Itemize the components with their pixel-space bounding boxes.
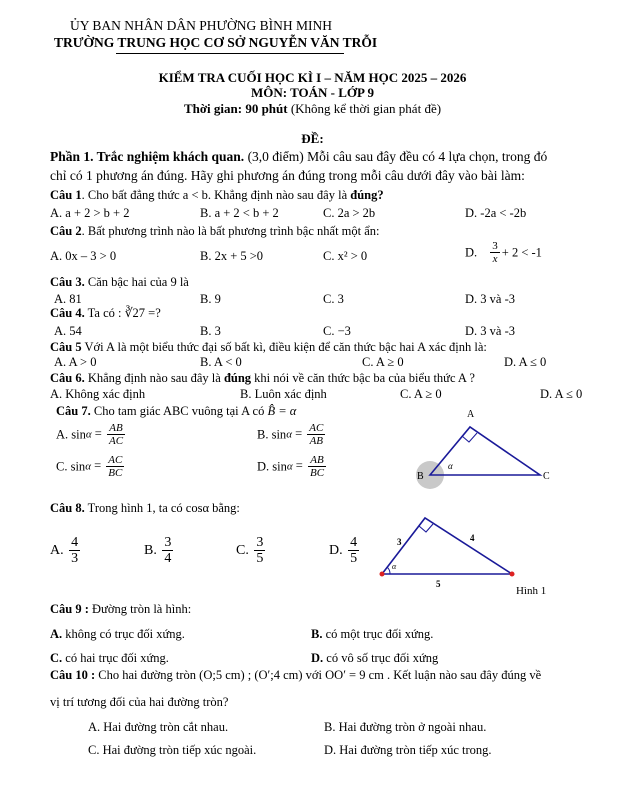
- q7-triangle-figure: [410, 405, 560, 495]
- q8-opt-c: [236, 535, 267, 567]
- q9-d-label: D.: [311, 651, 324, 665]
- q8-stem: [50, 501, 240, 515]
- q5-opt-a: A. A > 0: [54, 355, 97, 369]
- q8-b-frac: [162, 535, 173, 567]
- q4-opt-a: A. 54: [54, 324, 82, 338]
- q8-triangle-figure: [370, 505, 560, 600]
- q7-b-alpha: α: [286, 428, 292, 441]
- q9-d-text: có vô số trục đối xứng: [323, 651, 439, 665]
- q9-b-text: có một trục đối xứng.: [322, 627, 434, 641]
- q1-num: Câu 1: [50, 188, 82, 202]
- q10-stem: [50, 668, 541, 682]
- q2-num: Câu 2: [50, 224, 82, 238]
- q8-b-num: 3: [164, 535, 172, 550]
- q3-text: Căn bậc hai của 9 là: [84, 275, 189, 289]
- q7-a-label: A. sin: [56, 427, 86, 442]
- q7-c-alpha: α: [85, 460, 91, 473]
- q8-c-den: 5: [256, 551, 264, 567]
- q8-a-den: 3: [71, 551, 79, 567]
- q2-text: . Bất phương trình nào là bất phương trình bậc nhất một ẩn:: [81, 224, 380, 238]
- q8-c-frac: [254, 535, 265, 567]
- q7-c-num: AC: [108, 454, 123, 466]
- q9-stem: [50, 602, 191, 616]
- q4-opt-d: D. 3 và -3: [465, 324, 515, 338]
- q5-stem: [50, 340, 487, 354]
- q5-text: Với A là một biểu thức đại số bất kì, điều kiện để căn thức bậc hai A xác định là:: [81, 340, 487, 354]
- q10-opt-b: B. Hai đường tròn ở ngoài nhau.: [324, 720, 487, 734]
- q4-opt-b: B. 3: [200, 324, 221, 338]
- q7-label-c: C: [543, 471, 550, 482]
- q7-label-b: B: [417, 471, 424, 482]
- q7-a-den: AC: [108, 435, 124, 448]
- school-underline: [116, 53, 344, 54]
- q6-opt-c: C. A ≥ 0: [400, 387, 442, 401]
- q9-num: Câu 9 :: [50, 602, 89, 616]
- q7-a-frac: [107, 422, 125, 447]
- q8-d-den: 5: [350, 551, 358, 567]
- q3-opt-a: A. 81: [54, 292, 82, 306]
- q2-d-num: 3: [492, 240, 498, 252]
- q1-opt-c: C. 2a > 2b: [323, 206, 376, 220]
- q9-opt-a: [50, 627, 185, 641]
- q9-opt-d: [311, 651, 438, 665]
- q10-num: Câu 10 :: [50, 668, 96, 682]
- q8-vertex-right: [510, 572, 515, 577]
- q7-num: Câu 7.: [56, 404, 91, 418]
- q8-num: Câu 8.: [50, 501, 85, 515]
- q8-c-label: C.: [236, 542, 249, 558]
- q8-c-num: 3: [256, 535, 264, 550]
- q5-num: Câu 5: [50, 340, 82, 354]
- exam-time: [0, 102, 625, 117]
- q7-d-num: AB: [308, 454, 326, 467]
- q5-opt-d: D. A ≤ 0: [504, 355, 547, 369]
- q7-d-frac: [308, 454, 326, 479]
- school-name: TRƯỜNG TRUNG HỌC CƠ SỞ NGUYỄN VĂN TRỖI: [54, 35, 378, 50]
- q9-opt-b: [311, 627, 433, 641]
- q2-d-post: + 2 < -1: [501, 245, 542, 260]
- q7-triangle: [430, 427, 540, 475]
- q7-a-num: AB: [107, 422, 125, 435]
- q9-opt-c: [50, 651, 169, 665]
- q8-a-label: A.: [50, 542, 64, 558]
- q7-d-den: BC: [309, 467, 325, 480]
- q7-b-den: AB: [309, 435, 324, 448]
- q10-text: Cho hai đường tròn (O;5 cm) ; (O′;4 cm) với OO′ = 9 cm . Kết luận nào sau đây đúng về: [95, 668, 542, 682]
- q10-opt-c: C. Hai đường tròn tiếp xúc ngoài.: [88, 743, 257, 757]
- q2-opt-c: C. x² > 0: [323, 249, 368, 263]
- q4-stem: [50, 306, 161, 320]
- q7-d-alpha: α: [286, 460, 293, 473]
- part1-rest: (3,0 điểm) Mỗi câu sau đây đều có 4 lựa chọn, trong đó: [244, 149, 548, 164]
- q6-strong: đúng: [223, 371, 252, 385]
- q8-side-5: 5: [436, 579, 441, 589]
- q7-opt-c: C. sinα = $\frac{AC}{BC}$: [56, 454, 123, 480]
- q3-num: Câu 3.: [50, 275, 85, 289]
- authority-name: ỦY BAN NHÂN DÂN PHƯỜNG BÌNH MINH: [70, 18, 332, 33]
- q8-vertex-left: [380, 572, 385, 577]
- q9-a-label: A.: [50, 627, 63, 641]
- q8-d-num: 4: [350, 535, 358, 550]
- q8-d-label: D.: [329, 542, 343, 558]
- q9-a-text: không có trục đối xứng.: [62, 627, 185, 641]
- q7-text: Cho tam giác ABC vuông tại A có: [90, 404, 268, 418]
- q3-stem: [50, 275, 189, 289]
- q4-num: Câu 4.: [50, 306, 85, 320]
- q7-d-label: D. sin: [257, 459, 287, 474]
- q7-a-alpha: α: [85, 428, 92, 441]
- q7-b-num: AC: [309, 422, 324, 434]
- q7-b-frac: [307, 422, 325, 447]
- part1-line2: chỉ có 1 phương án đúng. Hãy ghi phương án đúng trong mỗi câu dưới đây vào bài làm:: [50, 168, 525, 183]
- q2-d-label: D.: [465, 245, 478, 260]
- q7-opt-b: B. sinα = $\frac{AC}{AB}$: [257, 422, 324, 448]
- q4-opt-c: C. −3: [323, 324, 351, 338]
- q8-side-3: 3: [397, 537, 402, 547]
- q1-stem: [50, 188, 384, 202]
- q2-opt-a: A. 0x – 3 > 0: [50, 249, 117, 263]
- q8-right-angle-mark: [419, 524, 433, 532]
- q9-c-label: C.: [50, 651, 63, 665]
- part1-intro: [50, 149, 547, 165]
- q7-b-label: B. sin: [257, 427, 287, 442]
- part1-title: Phần 1. Trắc nghiệm khách quan.: [50, 149, 245, 164]
- q4-text: Ta có : ∛27 =?: [84, 306, 161, 320]
- q3-opt-d: D. 3 và -3: [465, 292, 515, 306]
- q8-b-label: B.: [144, 542, 157, 558]
- q7-label-alpha: α: [448, 461, 453, 471]
- q9-b-label: B.: [311, 627, 323, 641]
- q1-opt-a: A. a + 2 > b + 2: [50, 206, 130, 220]
- q6-opt-a: A. Không xác định: [50, 387, 146, 401]
- q9-text: Đường tròn là hình:: [88, 602, 192, 616]
- q8-alpha: α: [392, 562, 397, 571]
- q10-opt-a: A. Hai đường tròn cắt nhau.: [88, 720, 229, 734]
- q8-side-4: 4: [470, 533, 475, 543]
- q8-a-frac: [69, 535, 80, 567]
- q2-d-den: x: [492, 253, 498, 266]
- q7-opt-d: D. sinα = $\frac{AB}{BC}$: [257, 454, 325, 480]
- q8-b-den: 4: [164, 551, 172, 567]
- q8-text: Trong hình 1, ta có cosα bằng:: [84, 501, 240, 515]
- q6-text: Khẳng định nào sau đây là: [84, 371, 224, 385]
- figure-caption: Hình 1: [516, 585, 547, 597]
- q1-text: . Cho bất đẳng thức a < b. Khẳng định nào sau đây là: [81, 188, 351, 202]
- q2-opt-b: B. 2x + 5 >0: [200, 249, 264, 263]
- q1-opt-d: D. -2a < -2b: [465, 206, 527, 220]
- q8-opt-a: [50, 535, 82, 567]
- q6-num: Câu 6.: [50, 371, 85, 385]
- q7-stem: [56, 404, 296, 418]
- q1-strong: đúng?: [350, 188, 384, 202]
- q6-opt-b: B. Luôn xác định: [240, 387, 327, 401]
- q9-c-text: có hai trục đối xứng.: [62, 651, 169, 665]
- q10-line2: vị trí tương đối của hai đường tròn?: [50, 695, 229, 709]
- q8-angle-arc: [387, 567, 390, 574]
- exam-title: KIỂM TRA CUỐI HỌC KÌ I – NĂM HỌC 2025 – 2026: [158, 70, 467, 85]
- q5-opt-b: B. A < 0: [200, 355, 242, 369]
- q1-opt-b: B. a + 2 < b + 2: [200, 206, 279, 220]
- q8-triangle: [382, 518, 512, 574]
- q7-c-label: C. sin: [56, 459, 86, 474]
- q7-label-a: A: [467, 409, 475, 420]
- exam-subject: MÔN: TOÁN - LỚP 9: [250, 85, 375, 100]
- q2-stem: [50, 224, 380, 238]
- q8-d-frac: [348, 535, 359, 567]
- q7-angle: B̂ = α: [267, 404, 297, 418]
- q6-opt-d: D. A ≤ 0: [540, 387, 583, 401]
- q6-stem: [50, 371, 475, 385]
- q8-a-num: 4: [71, 535, 79, 550]
- q8-opt-b: [144, 535, 175, 567]
- q7-opt-a: A. sinα = $\frac{AB}{AC}$: [56, 422, 124, 448]
- time-label: Thời gian: 90 phút: [183, 101, 288, 116]
- q7-c-den: BC: [108, 467, 123, 480]
- q2-d-fraction: [490, 240, 500, 265]
- q5-opt-c: C. A ≥ 0: [362, 355, 404, 369]
- q6-text2: khi nói về căn thức bậc ba của biểu thức A ?: [251, 371, 475, 385]
- q3-opt-c: C. 3: [323, 292, 344, 306]
- q7-c-frac: [106, 454, 124, 479]
- q3-opt-b: B. 9: [200, 292, 221, 306]
- q10-opt-d: D. Hai đường tròn tiếp xúc trong.: [324, 743, 492, 757]
- time-note: (Không kể thời gian phát đề): [287, 101, 442, 116]
- de-label: ĐỀ:: [301, 131, 324, 146]
- q2-opt-d: [465, 240, 542, 265]
- q8-opt-d: [329, 535, 361, 567]
